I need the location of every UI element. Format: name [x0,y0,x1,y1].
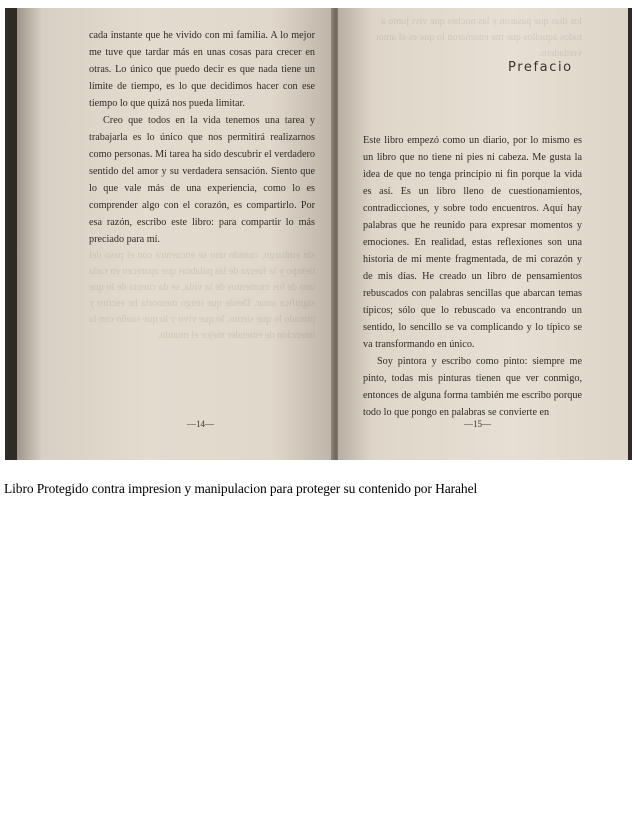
right-paragraph-1: Este libro empezó como un diario, por lo mismo es un libro que no tiene ni pies ni cabeza. Me gusta la idea de que no tenga principio ni fin porque la vida es así. Es un libro lleno de cuestionamientos, contradicciones, y sobre todo encuentros. Aquí hay palabras que he reunido para expresar momentos y emociones. En realidad, estas reflexiones son una historia de mi mente fragmentada, de mi corazón y de mis días. He creado un libro de pensamientos rebuscados con palabras sencillas que abarcan temas típicos; sólo que lo rebuscado va encontrando un sentido, lo sencillo se va complicando y lo típico se va transformando en único. [363,135,582,350]
right-page-number: —15— [464,419,491,429]
scanned-book-spread [5,8,632,460]
right-page [338,8,628,460]
left-paragraph-2: Creo que todos en la vida tenemos una tarea y trabajarla es lo único que nos permitirá realizarnos como personas. Mi tarea ha sido descubrir el verdadero sentido del amor y su verdadera sensación. Siento que lo que vale más de una experiencia, como lo es comprender algo con el corazón, es compartirlo. Por esa razón, escribo este libro: para compartir lo más preciado para mí. [89,115,315,245]
left-paragraph-1: cada instante que he vivido con mi familia. A lo mejor me tuve que tardar más en unas cosas para crecer en otras. Lo único que puedo decir es que nada tiene un límite de tiempo, es lo que decidimos hacer con ese tiempo lo que quizá nos pueda limitar. [89,30,315,109]
right-paragraph-2: Soy pintora y escribo como pinto: siempre me pinto, todas mis pinturas tienen que ver conmigo, entonces de alguna forma también me escribo porque todo lo que pongo en palabras se convierte en [363,356,582,418]
bleed-through-text: los días que pasaron y las noches que viví junto a todos aquellos que me enseñaron lo que es el amor verdadero. [375,16,582,59]
left-page-text [89,27,315,248]
left-page [17,8,335,460]
right-page-text [363,132,582,421]
left-page-number: —14— [187,419,214,429]
bleed-through-text: sin embargo, cuando uno se encuentra con el paso del tiempo y la fuerza de las palabras que aparecen en cada uno de los momentos de la vida, se da cuenta de lo que significa amar. Desde que tengo memoria he escrito y pintado lo que siento, lo que vivo y lo que sueño con la intención de entender mejor el mundo. [89,250,315,341]
protection-caption: Libro Protegido contra impresion y manipulacion para proteger su contenido por Harahel [4,481,478,496]
chapter-title: Prefacio [508,60,573,75]
